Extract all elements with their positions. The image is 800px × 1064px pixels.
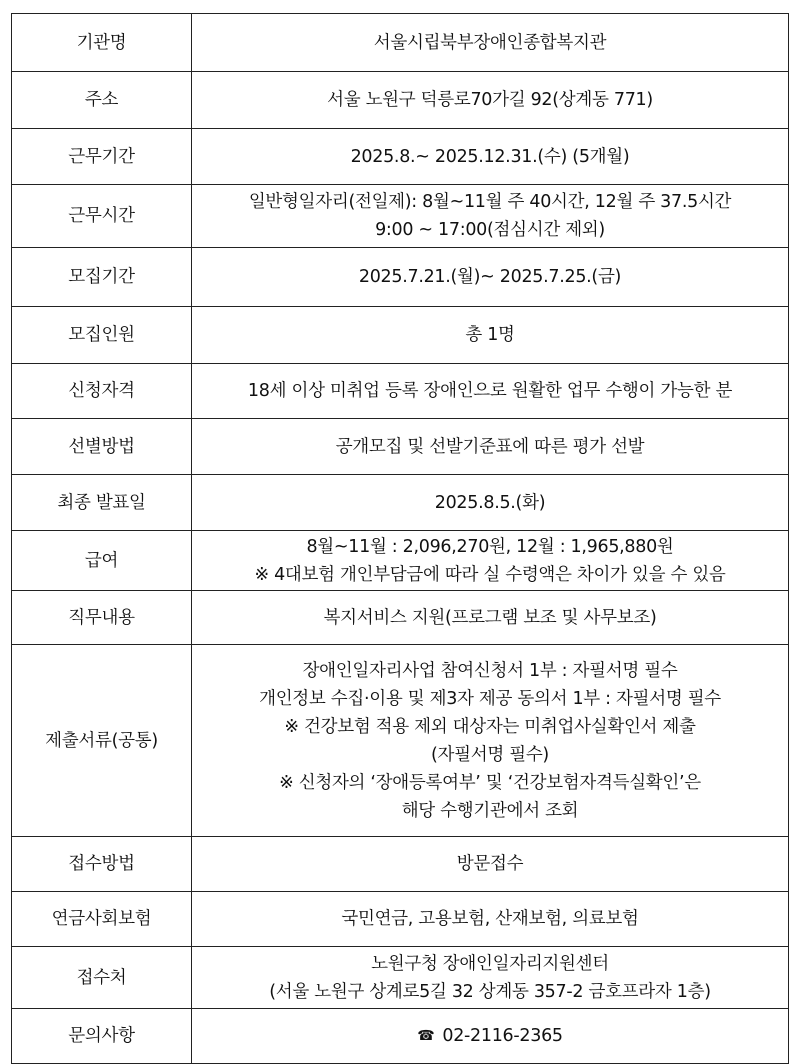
value-line: 장애인일자리사업 참여신청서 1부 : 자필서명 필수 (302, 660, 678, 681)
row-label: 연금사회보험 (12, 892, 192, 947)
value-line: 방문접수 (456, 854, 524, 874)
row-value (192, 129, 789, 185)
row-value (192, 72, 789, 129)
table-row (12, 645, 789, 837)
row-label: 근무시간 (12, 185, 192, 248)
table-row (12, 947, 789, 1009)
table-row (12, 307, 789, 364)
row-value (192, 645, 789, 837)
row-label: 기관명 (12, 14, 192, 72)
value-line: 일반형일자리(전일제): 8월~11월 주 40시간, 12월 주 37.5시간 (248, 192, 732, 212)
row-label: 접수처 (12, 947, 192, 1009)
row-label: 급여 (12, 531, 192, 591)
value-line: 노원구청 장애인일자리지원센터 (371, 953, 609, 974)
table-row (12, 531, 789, 591)
value-line: 2025.7.21.(월)~ 2025.7.25.(금) (358, 267, 622, 287)
value-line: 서울 노원구 덕릉로70가길 92(상계동 771) (327, 90, 653, 110)
row-label: 모집기간 (12, 248, 192, 307)
value-line: 공개모집 및 선발기준표에 따른 평가 선발 (335, 436, 645, 457)
row-value (192, 307, 789, 364)
row-value (192, 837, 789, 892)
row-label: 주소 (12, 72, 192, 129)
value-line: 8월~11월 : 2,096,270원, 12월 : 1,965,880원 (306, 536, 674, 557)
value-line: 서울시립북부장애인종합복지관 (373, 32, 607, 53)
value-line: 9:00 ~ 17:00(점심시간 제외) (375, 220, 605, 240)
table-row (12, 364, 789, 419)
row-value (192, 185, 789, 248)
row-label: 근무기간 (12, 129, 192, 185)
row-value (192, 1009, 789, 1064)
row-value (192, 364, 789, 419)
table-row (12, 72, 789, 129)
value-line (196, 1022, 784, 1050)
row-value (192, 14, 789, 72)
value-line: 해당 수행기관에서 조회 (401, 800, 579, 821)
row-value (192, 892, 789, 947)
value-line: 총 1명 (465, 325, 515, 345)
telephone-icon: ☎ (417, 1028, 435, 1044)
value-line: 2025.8.5.(화) (434, 492, 546, 513)
table-row (12, 1009, 789, 1064)
value-line: ※ 4대보험 개인부담금에 따라 실 수령액은 차이가 있을 수 있음 (254, 564, 726, 585)
row-value (192, 947, 789, 1009)
value-line: 2025.8.~ 2025.12.31.(수) (5개월) (350, 146, 630, 167)
table-row (12, 419, 789, 475)
value-line: (자필서명 필수) (431, 744, 549, 765)
value-line: 18세 이상 미취업 등록 장애인으로 원활한 업무 수행이 가능한 분 (247, 381, 733, 401)
value-line: 국민연금, 고용보험, 산재보험, 의료보험 (341, 909, 639, 929)
row-label: 신청자격 (12, 364, 192, 419)
value-line: 개인정보 수집·이용 및 제3자 제공 동의서 1부 : 자필서명 필수 (259, 688, 721, 709)
table-row (12, 475, 789, 531)
row-value (192, 419, 789, 475)
row-label: 제출서류(공통) (12, 645, 192, 837)
table-row (12, 892, 789, 947)
value-line: 복지서비스 지원(프로그램 보조 및 사무보조) (323, 607, 657, 628)
row-label: 선별방법 (12, 419, 192, 475)
table-row (12, 248, 789, 307)
table-row (12, 129, 789, 185)
row-label: 직무내용 (12, 591, 192, 645)
table-row (12, 837, 789, 892)
row-value (192, 531, 789, 591)
table-row (12, 591, 789, 645)
row-label: 최종 발표일 (12, 475, 192, 531)
value-line: ※ 건강보험 적용 제외 대상자는 미취업사실확인서 제출 (284, 716, 696, 737)
phone-number: 02-2116-2365 (442, 1026, 563, 1046)
row-value (192, 248, 789, 307)
table-row (12, 14, 789, 72)
value-line: ※ 신청자의 ‘장애등록여부’ 및 ‘건강보험자격득실확인’은 (279, 772, 701, 793)
recruitment-info-table (11, 13, 789, 1064)
table-row (12, 185, 789, 248)
row-label: 접수방법 (12, 837, 192, 892)
row-label: 문의사항 (12, 1009, 192, 1064)
row-value (192, 475, 789, 531)
value-line: (서울 노원구 상계로5길 32 상계동 357-2 금호프라자 1층) (269, 981, 711, 1002)
row-value (192, 591, 789, 645)
row-label: 모집인원 (12, 307, 192, 364)
